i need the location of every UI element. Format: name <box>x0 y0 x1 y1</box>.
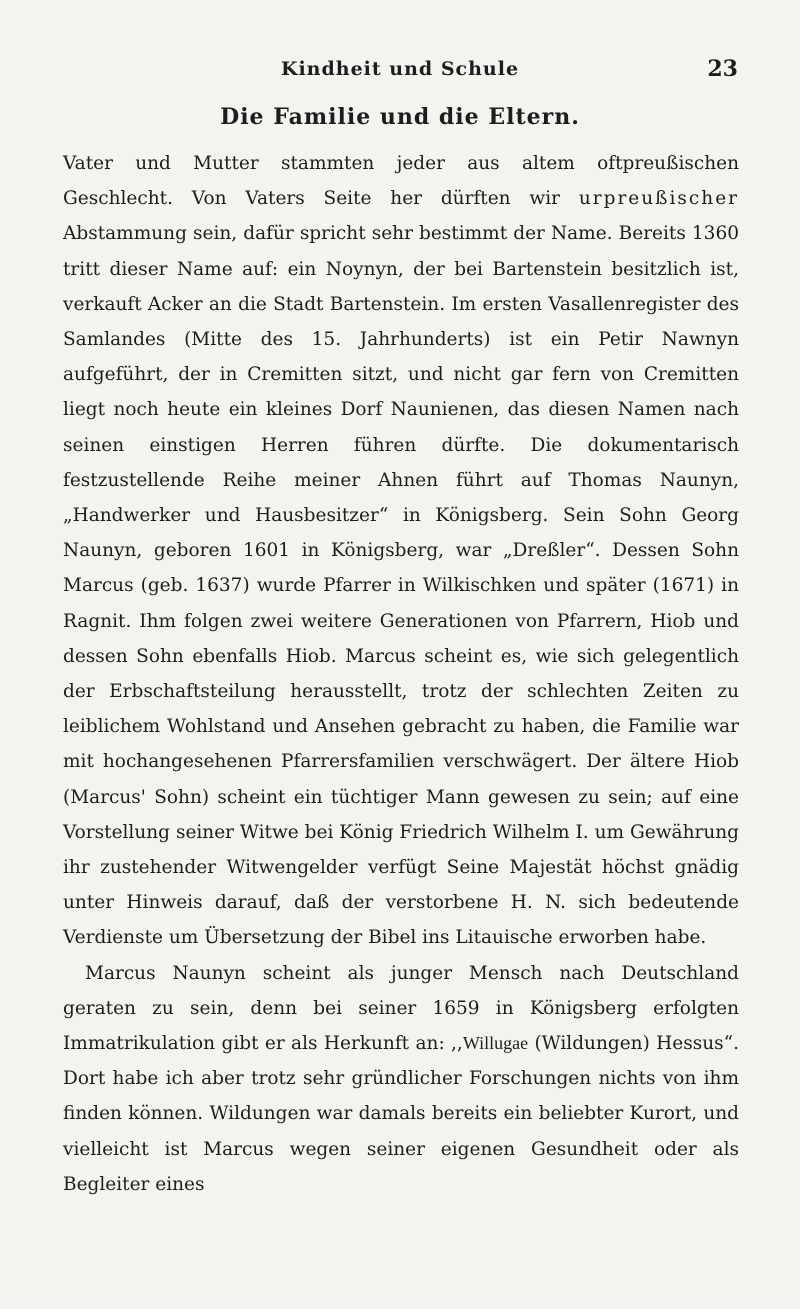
running-title: Kindheit und Schule <box>280 58 520 80</box>
body-text <box>63 146 739 1202</box>
paragraph-2-text-a: Marcus Naunyn scheint als junger Mensch nach Deutschland geraten zu sein, denn bei seiner 1659 in Königsberg erfolgten Immatrikulation gibt er als Herkunft an: ,, <box>63 962 739 1055</box>
page-number: 23 <box>707 56 738 82</box>
section-title: Die Familie und die Eltern. <box>220 104 580 130</box>
paragraph-2-text-b: (Wildungen) Hessus“. Dort habe ich aber trotz sehr gründlicher Forschungen nichts von ihm finden können. Wildungen war damals bereits ein beliebter Kurort, und vielleicht ist Marcus wegen seiner eigenen Gesundheit oder als Begleiter eines <box>63 1033 739 1195</box>
latin-word: Willugae <box>462 1033 529 1054</box>
paragraph-1-text-a: Vater und Mutter stammten jeder aus altem oftpreußischen Geschlecht. Von Vaters Seite her dürften wir <box>63 153 739 210</box>
paragraph-1 <box>63 146 739 956</box>
emphasized-word: urpreußischer <box>578 188 739 210</box>
running-head <box>0 52 800 92</box>
paragraph-2 <box>63 956 739 1202</box>
paragraph-1-text-b: Abstammung sein, dafür spricht sehr bestimmt der Name. Bereits 1360 tritt dieser Name auf: ein Noynyn, der bei Bartenstein besitzlich ist, verkauft Acker an die Stadt Bartenstein. Im ersten Vasallenregister des Samlandes (Mitte des 15. Jahrhunderts) ist ein Petir Nawnyn aufgeführt, der in Cremitten sitzt, und nicht gar fern von Cremitten liegt noch heute ein kleines Dorf Naunienen, das diesen Namen nach seinen einstigen Herren führen dürfte. Die dokumentarisch festzustellende Reihe meiner Ahnen führt auf Thomas Naunyn, „Handwerker und Hausbesitzer“ in Königsberg. Sein Sohn Georg Naunyn, geboren 1601 in Königsberg, war „Dreßler“. Dessen Sohn Marcus (geb. 1637) wurde Pfarrer in Wilkischken und später (1671) in Ragnit. Ihm folgen zwei weitere Generationen von Pfarrern, Hiob und dessen Sohn ebenfalls Hiob. Marcus scheint es, wie sich gelegentlich der Erbschaftsteilung herausstellt, trotz der schlechten Zeiten zu leiblichem Wohlstand und Ansehen gebracht zu haben, die Familie war mit hochangesehenen Pfarrersfamilien verschwägert. Der ältere Hiob (Marcus' Sohn) scheint ein tüchtiger Mann gewesen zu sein; auf eine Vorstellung seiner Witwe bei König Friedrich Wilhelm I. um Gewährung ihr zustehender Witwengelder verfügt Seine Majestät höchst gnädig unter Hinweis darauf, daß der verstorbene H. N. sich bedeutende Verdienste um Übersetzung der Bibel ins Litauische erworben habe. <box>63 223 739 949</box>
